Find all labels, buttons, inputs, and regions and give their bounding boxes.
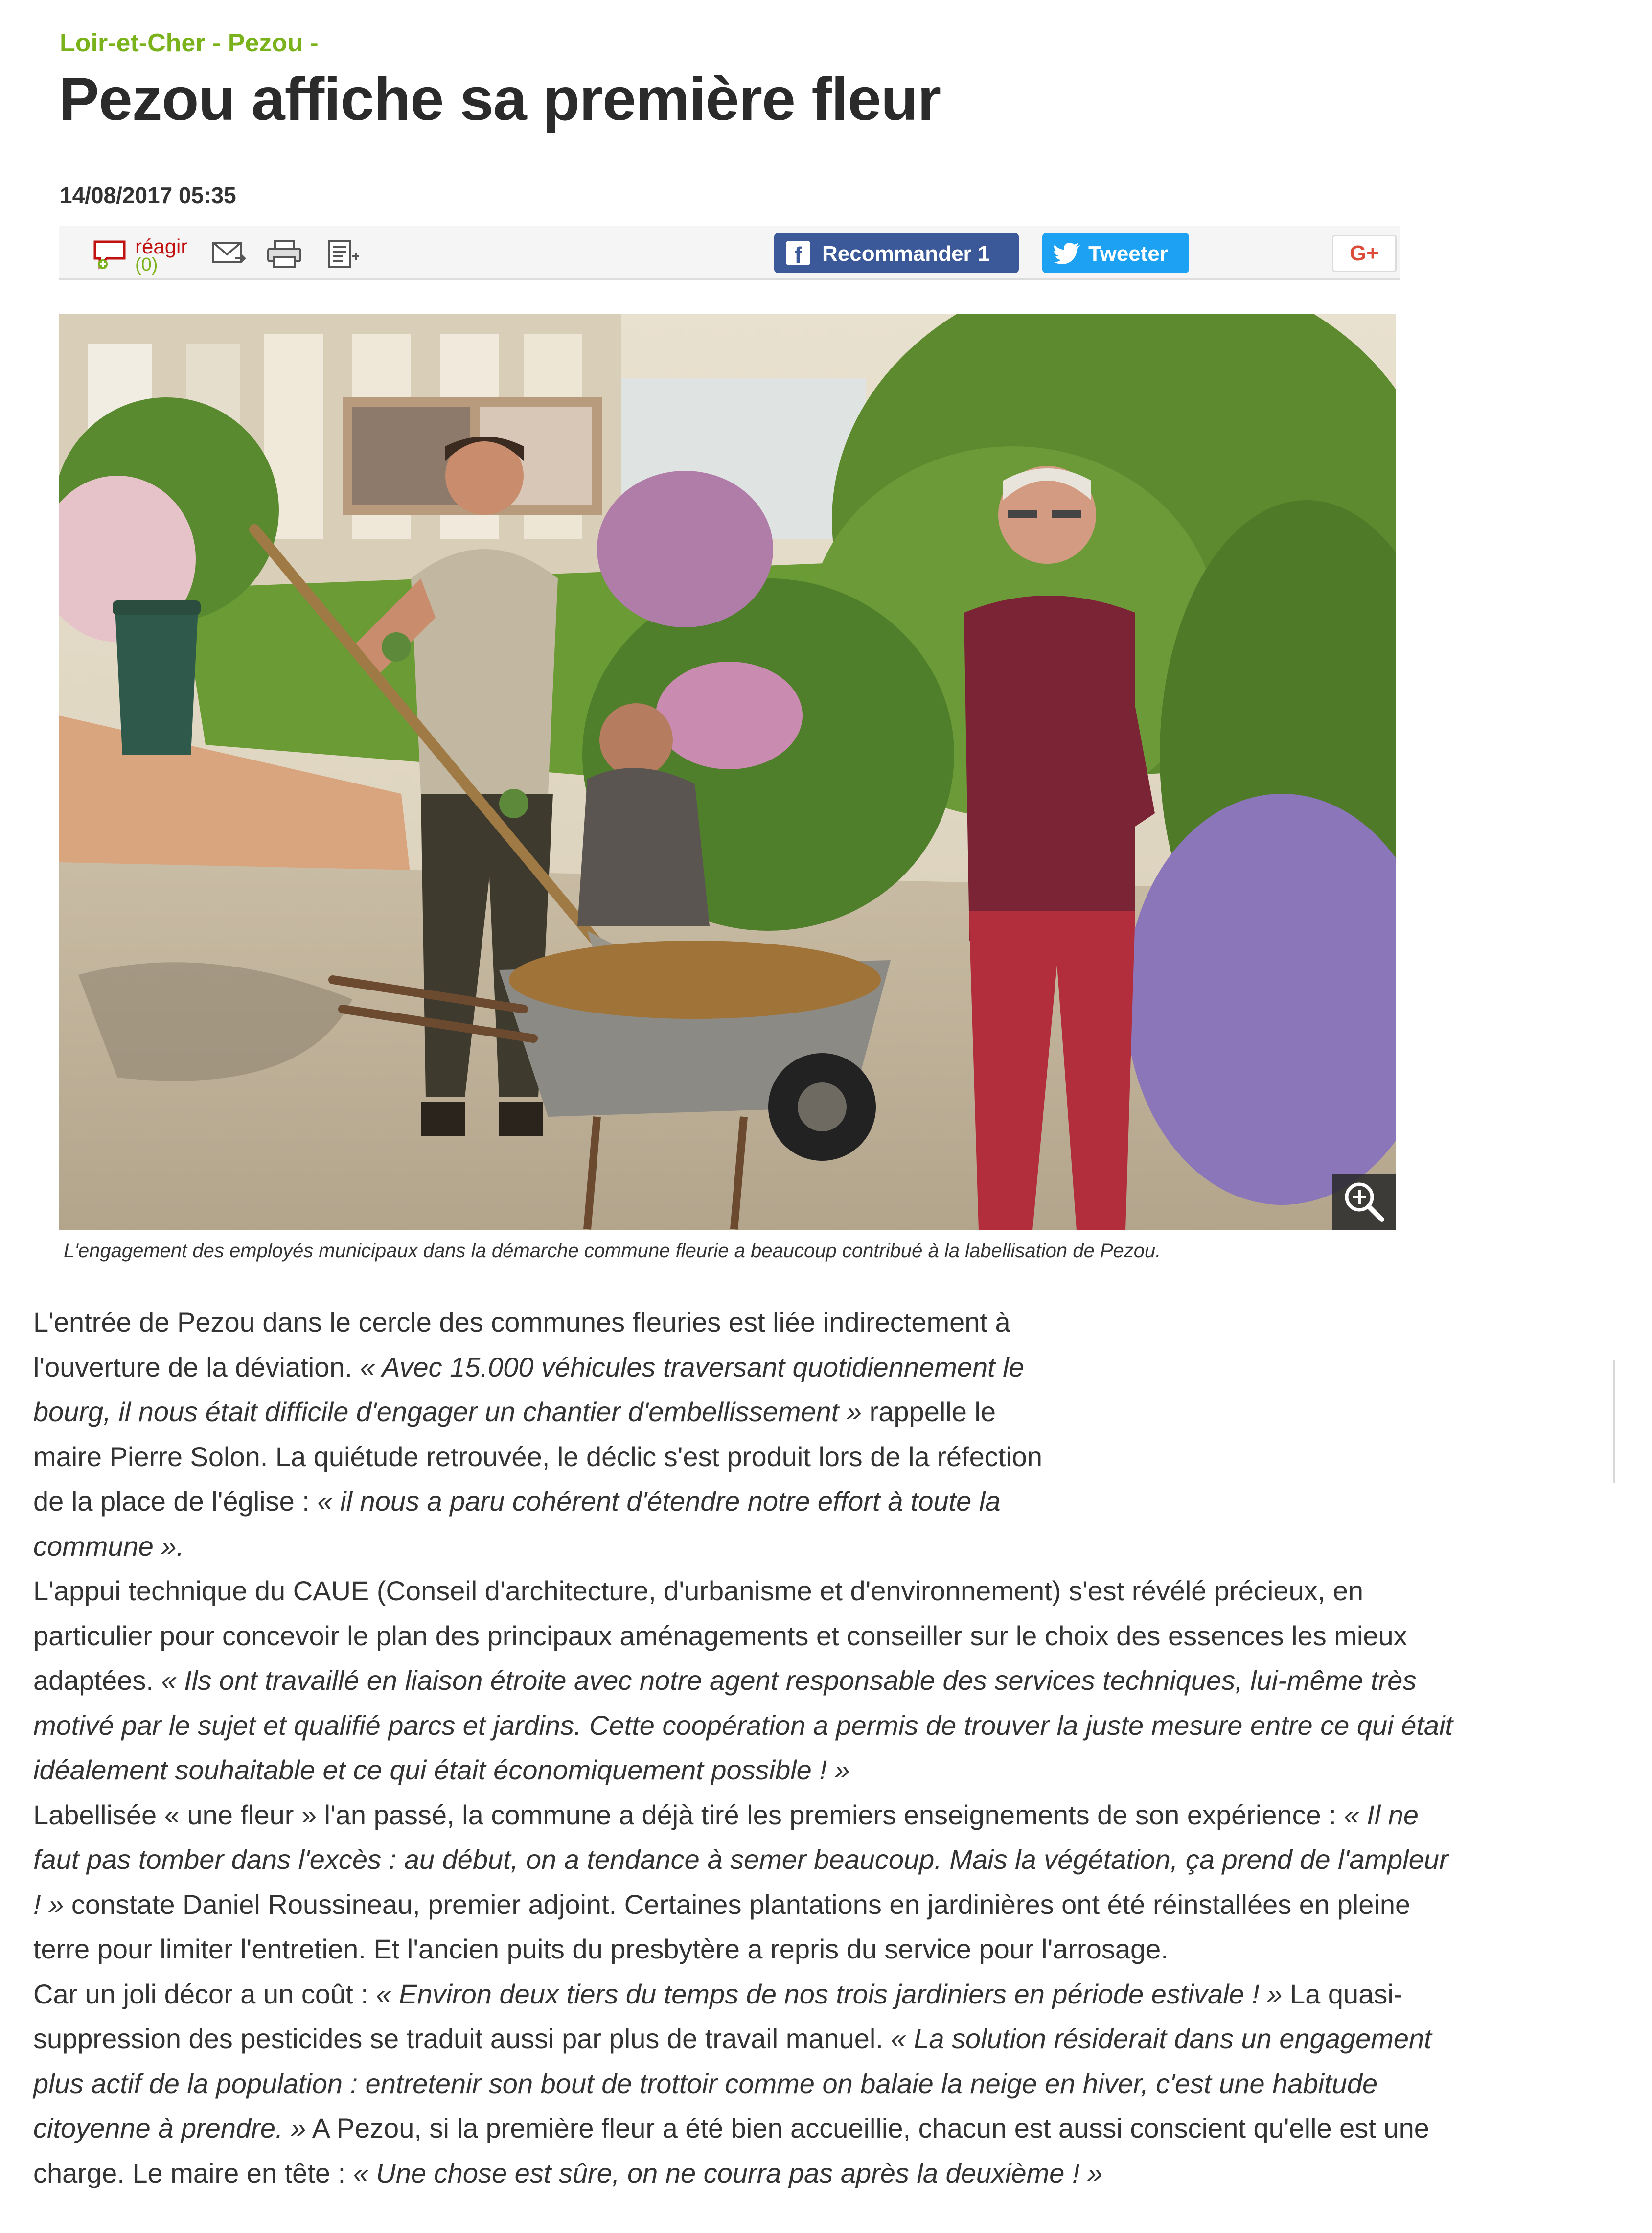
article-title: Pezou affiche sa première fleur <box>59 66 941 133</box>
body-text-segment: constate Daniel Roussineau, premier adjoint. Certaines plantations en jardinières ont été réinstallées en pleine <box>64 1888 1411 1920</box>
body-text-segment: A Pezou, si la première fleur a été bien accueillie, chacun est aussi conscient qu'elle est une <box>306 2113 1429 2143</box>
quote-text: ! » <box>33 1888 64 1920</box>
body-line <box>33 1972 1629 2017</box>
body-text-segment: terre pour limiter l'entretien. Et l'ancien puits du presbytère a repris du service pour l'arrosage. <box>33 1934 1169 1964</box>
article-date: 14/08/2017 05:35 <box>60 183 236 208</box>
body-line <box>33 1613 1629 1658</box>
body-line <box>33 1568 1629 1613</box>
twitter-bird-icon <box>1054 243 1081 265</box>
quote-text: commune ». <box>33 1530 184 1562</box>
body-line <box>33 1703 1629 1748</box>
tweet-label: Tweeter <box>1088 242 1169 266</box>
body-line <box>33 2016 1629 2061</box>
react-button[interactable] <box>92 235 205 274</box>
facebook-recommend-button[interactable] <box>774 233 1019 273</box>
body-text-segment: l'ouverture de la déviation. <box>33 1351 360 1382</box>
body-text-segment: Car un joli décor a un coût : <box>33 1978 376 2009</box>
facebook-label: Recommander 1 <box>822 242 990 266</box>
text-size-icon[interactable] <box>327 239 361 270</box>
body-line <box>33 1927 1629 1972</box>
quote-text: « Une chose est sûre, on ne courra pas après la deuxième ! » <box>353 2157 1103 2188</box>
body-text-segment: particulier pour concevoir le plan des principaux aménagements et conseiller sur le choix des essences les mieux <box>33 1620 1407 1651</box>
quote-text: « La solution résiderait dans un engagement <box>891 2023 1432 2054</box>
zoom-in-icon <box>1343 1180 1385 1222</box>
body-line <box>33 2061 1629 2106</box>
body-line <box>33 2106 1629 2151</box>
scrollbar[interactable] <box>1613 1360 1615 1483</box>
body-text-segment: suppression des pesticides se traduit aussi par plus de travail manuel. <box>33 2023 891 2054</box>
quote-text: « Environ deux tiers du temps de nos trois jardiniers en période estivale ! » <box>376 1978 1283 2009</box>
quote-text: plus actif de la population : entretenir son bout de trottoir comme on balaie la neige en hiver, c'est une habitude <box>33 2068 1378 2099</box>
body-text-segment: La quasi- <box>1282 1978 1403 2009</box>
facebook-icon: f <box>786 241 810 265</box>
body-line <box>33 2151 1629 2196</box>
tweet-button[interactable] <box>1042 233 1189 273</box>
body-text-segment: de la place de l'église : <box>33 1486 318 1517</box>
body-text-segment: charge. Le maire en tête : <box>33 2157 353 2188</box>
body-line <box>33 1300 1629 1345</box>
quote-text: idéalement souhaitable et ce qui était économiquement possible ! » <box>33 1754 850 1785</box>
body-text-segment: L'appui technique du CAUE (Conseil d'architecture, d'urbanisme et d'environnement) s'est révélé précieux, en <box>33 1575 1364 1606</box>
body-line <box>33 1434 1629 1479</box>
body-line <box>33 1748 1629 1793</box>
body-text-segment: rappelle le <box>862 1396 996 1427</box>
body-line <box>33 1837 1629 1882</box>
zoom-button[interactable] <box>1332 1174 1396 1230</box>
body-line <box>33 1524 1629 1569</box>
body-line <box>33 1389 1629 1434</box>
article-body <box>33 1300 1629 2195</box>
comment-icon <box>92 239 129 271</box>
email-icon[interactable] <box>210 239 247 268</box>
body-line <box>33 1882 1629 1927</box>
photo-caption: L'engagement des employés municipaux dans la démarche commune fleurie a beaucoup contribué à la labellisation de Pezou. <box>64 1240 1161 1262</box>
quote-text: motivé par le sujet et qualifié parcs et jardins. Cette coopération a permis de trouver la juste mesure entre ce qui était <box>33 1709 1453 1741</box>
body-text-segment: maire Pierre Solon. La quiétude retrouvée, le déclic s'est produit lors de la réfection <box>33 1441 1043 1472</box>
body-text-segment: L'entrée de Pezou dans le cercle des communes fleuries est liée indirectement à <box>33 1307 1010 1337</box>
garden-scene-illustration <box>59 314 1396 1230</box>
body-line <box>33 1658 1629 1703</box>
quote-text: bourg, il nous était difficile d'engager un chantier d'embellissement » <box>33 1396 862 1427</box>
body-text-segment: adaptées. <box>33 1665 161 1696</box>
quote-text: faut pas tomber dans l'excès : au début, on a tendance à semer beaucoup. Mais la végétation, ça prend de l'ampleur <box>33 1844 1448 1875</box>
body-line <box>33 1793 1629 1838</box>
article-kicker[interactable]: Loir-et-Cher - Pezou - <box>60 29 319 57</box>
quote-text: « Il ne <box>1344 1799 1419 1830</box>
quote-text: « Avec 15.000 véhicules traversant quotidiennement le <box>360 1351 1024 1382</box>
body-text-segment: Labellisée « une fleur » l'an passé, la commune a déjà tiré les premiers enseignements de son expérience : <box>33 1799 1344 1830</box>
quote-text: « Ils ont travaillé en liaison étroite avec notre agent responsable des services techniques, lui-même très <box>161 1665 1417 1696</box>
react-count: (0) <box>135 254 158 275</box>
body-line <box>33 1479 1629 1524</box>
quote-text: citoyenne à prendre. » <box>33 2113 306 2143</box>
quote-text: « il nous a paru cohérent d'étendre notre effort à toute la <box>317 1486 1001 1517</box>
googleplus-button[interactable]: G+ <box>1332 235 1397 272</box>
article-photo[interactable] <box>59 314 1396 1230</box>
share-toolbar <box>59 226 1400 280</box>
print-icon[interactable] <box>266 239 302 269</box>
body-line <box>33 1345 1629 1390</box>
react-label: réagir <box>135 235 188 258</box>
